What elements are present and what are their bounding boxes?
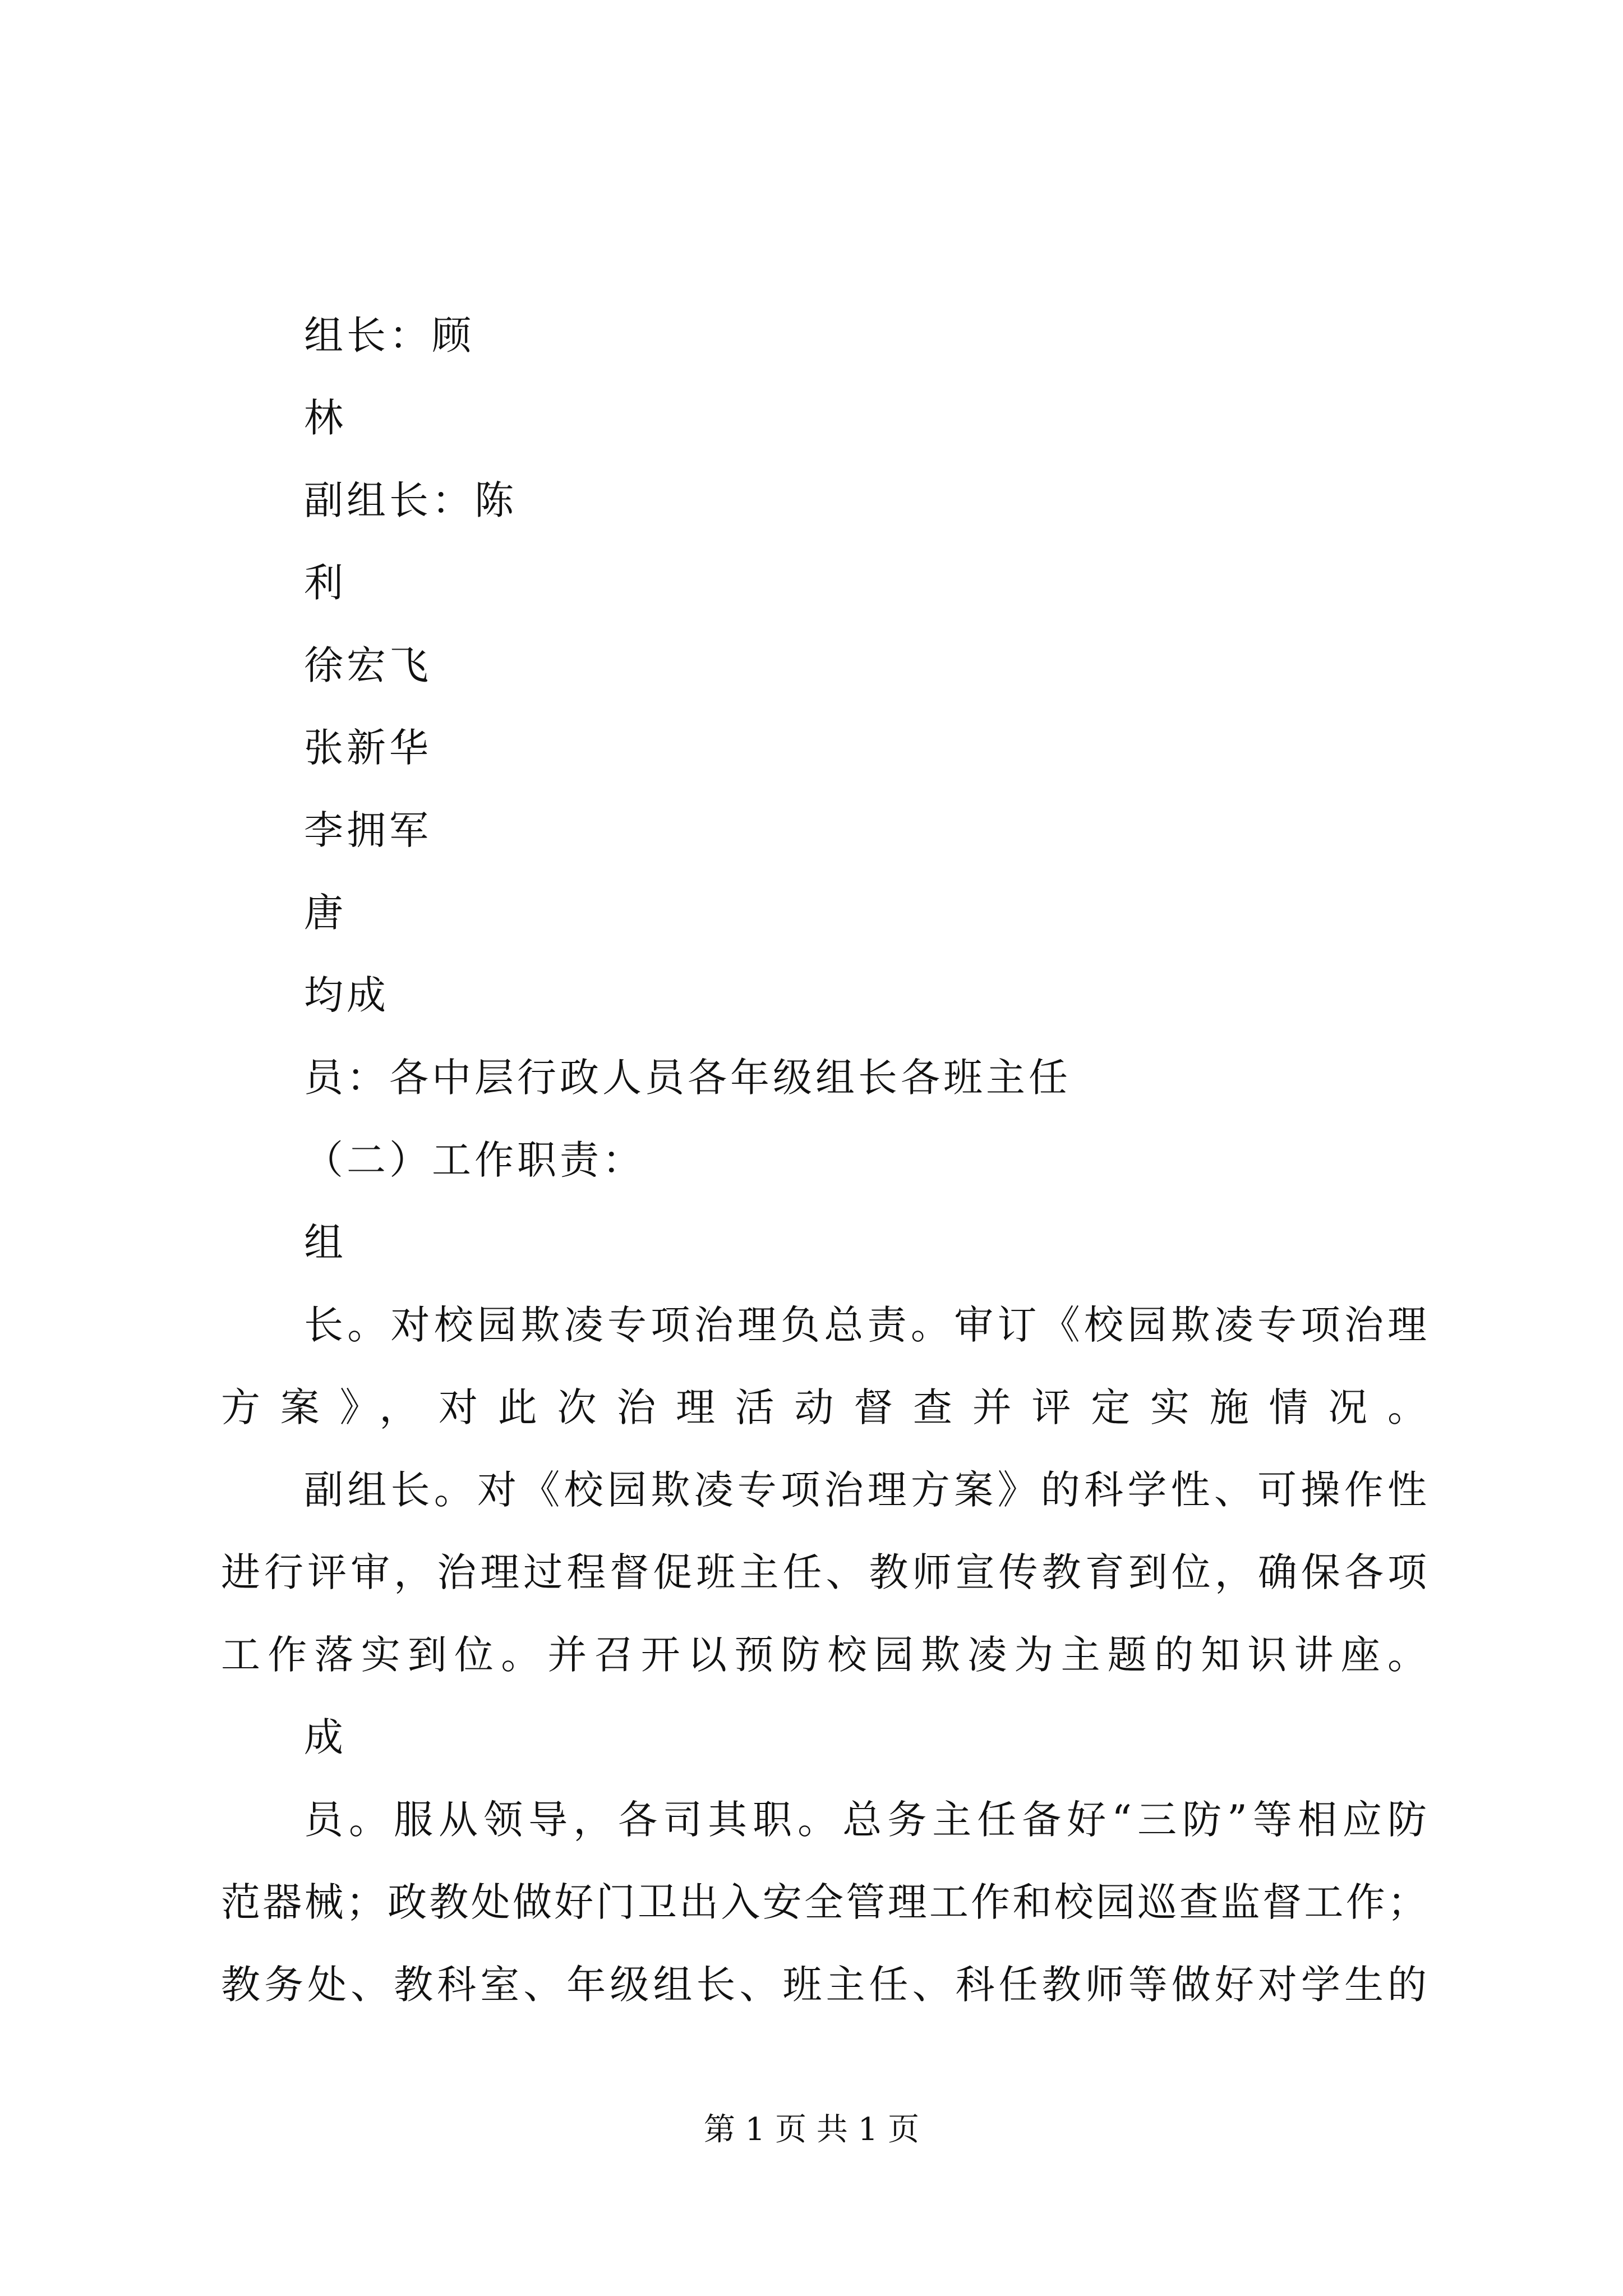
- text-line: 范器械；政教处做好门卫出入安全管理工作和校园巡查监督工作；: [221, 1879, 1430, 1925]
- text-line: 副组长。对《校园欺凌专项治理方案》的科学性、可操作性: [304, 1467, 1431, 1513]
- text-line: 林: [304, 395, 347, 441]
- text-line: 工作落实到位。并召开以预防校园欺凌为主题的知识讲座。: [221, 1632, 1435, 1678]
- section-heading: （二）工作职责：: [304, 1137, 645, 1183]
- text-line: 张新华: [304, 725, 432, 771]
- text-line: 成: [304, 1714, 347, 1760]
- text-line: 徐宏飞: [304, 642, 432, 688]
- text-line: 进行评审，治理过程督促班主任、教师宣传教育到位，确保各项: [221, 1549, 1431, 1595]
- text-line: 唐: [304, 890, 347, 936]
- text-line: 教务处、教科室、年级组长、班主任、科任教师等做好对学生的: [221, 1962, 1431, 2008]
- text-line: 李拥军: [304, 807, 432, 853]
- text-line: 副组长：陈: [304, 477, 517, 523]
- text-line: 方案》，对此次治理活动督查并评定实施情况。: [221, 1384, 1447, 1430]
- text-line: 均成: [304, 972, 389, 1018]
- text-line: 利: [304, 560, 347, 606]
- text-line: 组长：顾: [304, 312, 474, 358]
- page-number-footer: 第 1 页 共 1 页: [703, 2111, 920, 2148]
- text-line: 员：各中层行政人员各年级组长各班主任: [304, 1055, 1071, 1101]
- text-line: 组: [304, 1220, 347, 1266]
- text-line: 员。服从领导，各司其职。总务主任备好“三防”等相应防: [304, 1797, 1433, 1843]
- text-line: 长。对校园欺凌专项治理负总责。审订《校园欺凌专项治理: [304, 1302, 1431, 1348]
